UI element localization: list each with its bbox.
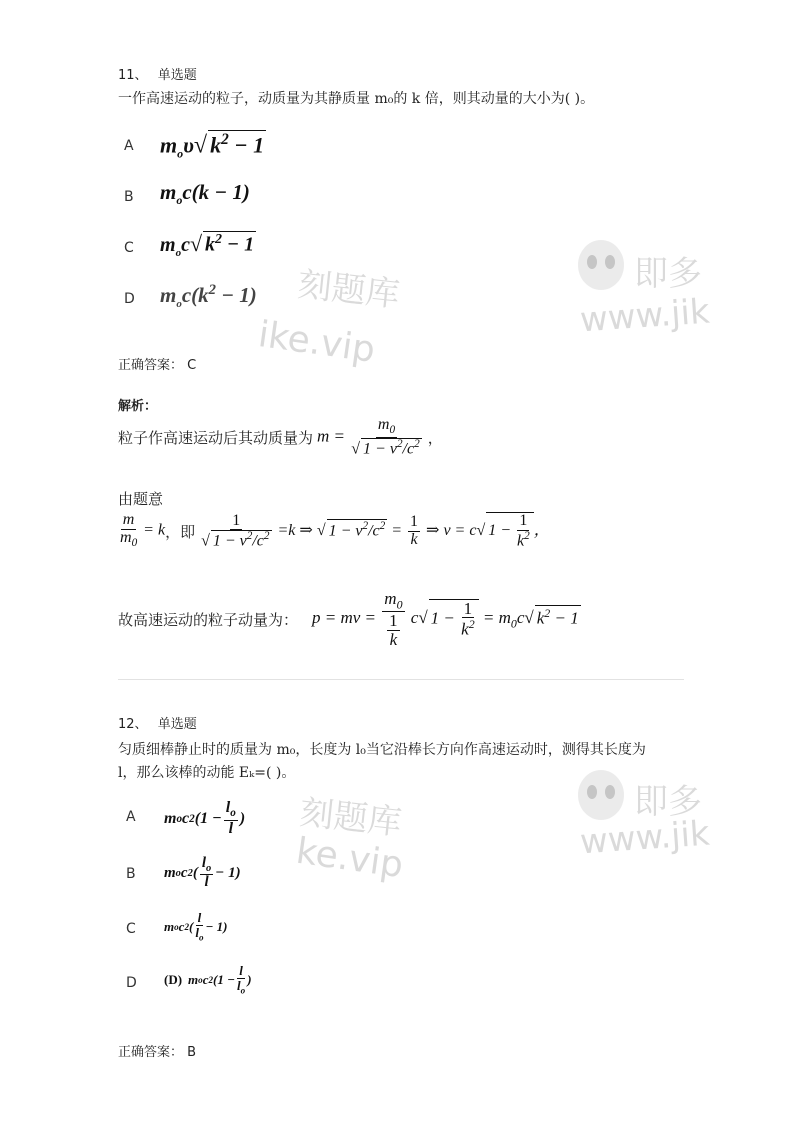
q12-option-d-letter[interactable]: D (126, 975, 137, 991)
q11-option-c-letter[interactable]: C (124, 240, 134, 256)
q12-option-c-letter[interactable]: C (126, 921, 136, 937)
q11-number: 11、 (118, 68, 148, 83)
q11-option-b-formula[interactable]: $m_oc(k - 1)$ (160, 180, 250, 208)
q11-analysis-formula3: $\frac{1}{√ 1 - v^2/c^2}$ =k ⇒ √ $1 - v^2/c^2$ = $\frac{1}{k}$ ⇒ v = c√ 1 − $\frac{1}{k^2}$ ， (201, 511, 550, 550)
watermark-brand-1: 刻题库 (295, 264, 402, 316)
q11-header (118, 64, 197, 83)
q12-option-a-letter[interactable]: A (126, 809, 136, 825)
q12-option-b-letter[interactable]: B (126, 866, 136, 882)
q11-analysis-label: 解析： (118, 399, 158, 414)
q12-option-b-formula[interactable]: m o c 2 ( $\frac{l_o}{l}$ − 1) (164, 855, 241, 891)
q11-option-a-letter[interactable]: A (124, 138, 134, 154)
q12-answer-label: 正确答案： (118, 1045, 184, 1060)
q11-option-d-letter[interactable]: D (124, 291, 135, 307)
q11-answer (118, 354, 196, 373)
watermark-brand-right-1: 即多 (634, 254, 702, 294)
watermark-brand-right-2: 即多 (634, 782, 702, 822)
q11-analysis-line4-text: 故高速运动的粒子动量为： (118, 610, 299, 629)
q11-analysis-line1-text: 粒子作高速运动后其动质量为 (118, 429, 314, 448)
watermark-url-right-1: www.jik (578, 291, 711, 341)
q11-answer-value: C (187, 358, 197, 373)
q11-option-a-formula[interactable]: $m_o\upsilon√$ $k^2 - 1$ (160, 131, 265, 161)
q11-answer-label: 正确答案： (118, 358, 184, 373)
q12-option-d-formula[interactable]: (D) m o c 2 (1 − $\frac{l}{l_o}$ ) (164, 963, 252, 996)
q11-analysis-line3 (118, 512, 550, 550)
q11-option-b-letter[interactable]: B (124, 189, 134, 205)
q12-type: 单选题 (157, 717, 197, 732)
watermark-url-1: ike.vip (255, 314, 378, 371)
panda-logo-icon (578, 240, 624, 290)
q11-option-c-formula[interactable]: $m_oc√$ $k^2 - 1$ (160, 231, 255, 259)
q12-header (118, 713, 197, 732)
q11-analysis-line1: 粒子作高速运动后其动质量为 m = $\frac{m_0}{√ 1 - v^2/c^2}$ ， (118, 416, 443, 458)
question-divider (118, 679, 684, 680)
panda-logo-icon-2 (578, 770, 624, 820)
watermark-brand-2: 刻题库 (297, 792, 404, 844)
watermark-url-right-2: www.jik (578, 813, 711, 863)
q11-analysis-line2: 由题意 (118, 490, 164, 508)
q12-option-a-formula[interactable]: m o c 2 (1 − $\frac{l_o}{l}$ ) (164, 799, 246, 837)
q12-answer-value: B (187, 1045, 197, 1060)
q11-question-text: 一作高速运动的粒子，动质量为其静质量 m₀的 k 倍，则其动量的大小为( )。 (118, 91, 595, 107)
q11-option-d-formula[interactable]: $m_oc(k^2 - 1)$ (160, 282, 257, 311)
q11-analysis-formula2: $\frac{m}{m_0}$ = k (120, 511, 166, 550)
q11-analysis-line4 (118, 590, 581, 649)
q12-number: 12、 (118, 717, 148, 732)
q11-type: 单选题 (157, 68, 197, 83)
watermark-url-2: ke.vip (293, 830, 406, 887)
q11-analysis-formula4: p = mv = $\frac{m_0}{\frac{1}{k}}$ c√ 1 − $\frac{1}{k^2}$ = $m_0c√$ $k^2 - 1$ (312, 589, 579, 649)
q12-question-text-line2: l，那么该棒的动能 Eₖ=( )。 (118, 765, 296, 781)
q12-option-d-prefix: (D) (164, 971, 183, 987)
q12-question-text-line1: 匀质细棒静止时的质量为 m₀，长度为 l₀当它沿棒长方向作高速运动时，测得其长度为 (118, 742, 646, 758)
q12-option-c-formula[interactable]: m o c 2 ( $\frac{l}{l_o}$ − 1) (164, 910, 228, 943)
q12-answer (118, 1041, 196, 1060)
q11-analysis-formula1: m = $\frac{m_0}{√ 1 - v^2/c^2}$ (317, 416, 420, 458)
q11-analysis-ji: ，即 (165, 522, 196, 541)
